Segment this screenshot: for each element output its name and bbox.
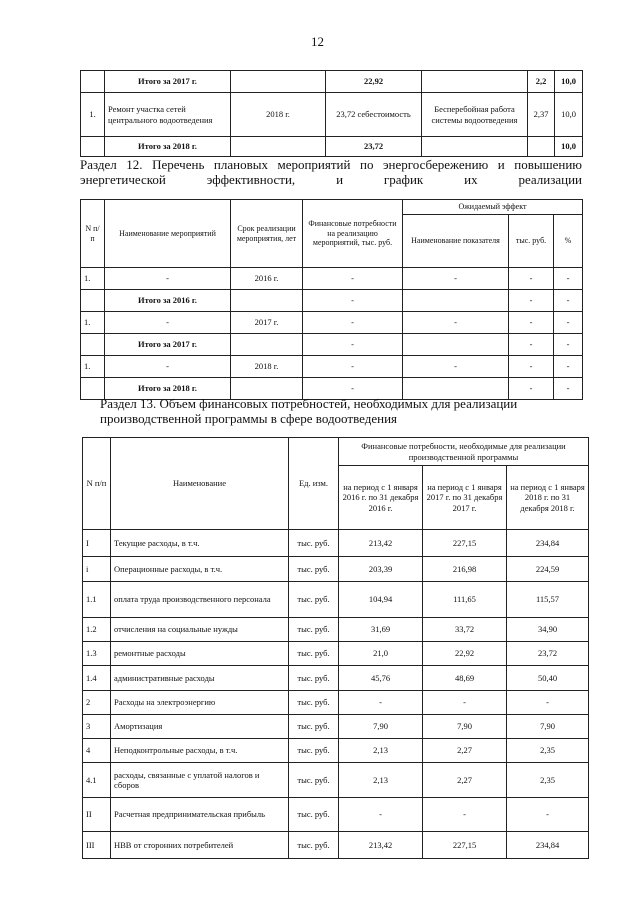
value-2018: - (507, 798, 589, 832)
header-n: N п/п (81, 200, 105, 268)
unit: тыс. руб. (289, 666, 339, 691)
period: 2016 г. (231, 268, 303, 290)
item-name: Операционные расходы, в т.ч. (111, 557, 289, 582)
value-2017: - (423, 798, 507, 832)
unit: тыс. руб. (289, 557, 339, 582)
section-12-heading (80, 157, 582, 187)
section-13-heading (100, 396, 580, 426)
table-row (81, 93, 583, 137)
energy-saving-measures-table (80, 199, 583, 400)
unit: тыс. руб. (289, 763, 339, 798)
indicator: - (403, 356, 509, 378)
percent: - (554, 378, 583, 400)
unit: тыс. руб. (289, 832, 339, 859)
table-row (83, 691, 589, 715)
period (231, 334, 303, 356)
value-1 (528, 137, 555, 157)
value-2018: 2,35 (507, 763, 589, 798)
percent: - (554, 334, 583, 356)
measure-name: Итого за 2017 г. (105, 71, 231, 93)
row-number (81, 334, 105, 356)
item-name: административные расходы (111, 666, 289, 691)
percent: - (554, 312, 583, 334)
effect (422, 71, 528, 93)
table-row (83, 582, 589, 618)
value-2017: 227,15 (423, 832, 507, 859)
value-2018: 50,40 (507, 666, 589, 691)
unit: тыс. руб. (289, 798, 339, 832)
cost: 23,72 себестоимость (326, 93, 422, 137)
value-2016: 213,42 (339, 832, 423, 859)
section-13-title: Раздел 13. Объем финансовых потребностей, необходимых для реализации производственной программы в сфере водоотведения (100, 396, 518, 426)
value-2: 10,0 (555, 71, 583, 93)
value-2016: 2,13 (339, 739, 423, 763)
effect (422, 137, 528, 157)
value-2016: - (339, 798, 423, 832)
total-row (81, 334, 583, 356)
measure-name: Итого за 2017 г. (105, 334, 231, 356)
value-2017: 7,90 (423, 715, 507, 739)
period (231, 290, 303, 312)
percent: - (554, 290, 583, 312)
value-2017: 33,72 (423, 618, 507, 642)
row-number: 1. (81, 93, 105, 137)
item-name: Текущие расходы, в т.ч. (111, 530, 289, 557)
energy-saving-measures-table-body (81, 268, 583, 400)
measure-name: - (105, 268, 231, 290)
header-unit: Ед. изм. (289, 438, 339, 530)
row-number (81, 290, 105, 312)
header-measure-name: Наименование мероприятий (105, 200, 231, 268)
header-financial-needs: Финансовые потребности, необходимые для реализации производственной программы (339, 438, 589, 466)
indicator (403, 290, 509, 312)
value-2016: 45,76 (339, 666, 423, 691)
row-number (81, 137, 105, 157)
value-1: 2,2 (528, 71, 555, 93)
value-1: 2,37 (528, 93, 555, 137)
table-row (83, 832, 589, 859)
measure-name: Итого за 2018 г. (105, 137, 231, 157)
total-row (81, 71, 583, 93)
value-2018: 234,84 (507, 832, 589, 859)
thousand-rub: - (509, 378, 554, 400)
value-2018: 234,84 (507, 530, 589, 557)
thousand-rub: - (509, 268, 554, 290)
value-2018: 2,35 (507, 739, 589, 763)
table-row (83, 530, 589, 557)
period: 2017 г. (231, 312, 303, 334)
item-name: ремонтные расходы (111, 642, 289, 666)
table-row (83, 557, 589, 582)
value-2017: 227,15 (423, 530, 507, 557)
continued-repairs-table (80, 70, 583, 157)
finance: - (303, 334, 403, 356)
measure-name: Итого за 2018 г. (105, 378, 231, 400)
period (231, 137, 326, 157)
header-thousand-rub: тыс. руб. (509, 215, 554, 268)
value-2016: 21,0 (339, 642, 423, 666)
section-12-title: Раздел 12. Перечень плановых мероприятий по энергосбережению и повышению энергетической эффективности, и график их реализации (80, 157, 582, 187)
value-2018: 224,59 (507, 557, 589, 582)
cost: 23,72 (326, 137, 422, 157)
indicator (403, 334, 509, 356)
table-row (81, 268, 583, 290)
item-name: Расчетная предпринимательская прибыль (111, 798, 289, 832)
header-period-2018: на период с 1 января 2018 г. по 31 декабря 2018 г. (507, 466, 589, 530)
value-2018: 7,90 (507, 715, 589, 739)
measure-name: - (105, 312, 231, 334)
thousand-rub: - (509, 290, 554, 312)
header-expected-effect: Ожидаемый эффект (403, 200, 583, 215)
table-row (81, 312, 583, 334)
row-number: 4 (83, 739, 111, 763)
measure-name: Ремонт участка сетей центрального водоотведения (105, 93, 231, 137)
row-number: 1. (81, 268, 105, 290)
value-2018: 23,72 (507, 642, 589, 666)
header-period: Срок реализации мероприятия, лет (231, 200, 303, 268)
item-name: отчисления на социальные нужды (111, 618, 289, 642)
table-row (83, 715, 589, 739)
total-row (81, 290, 583, 312)
measure-name: Итого за 2016 г. (105, 290, 231, 312)
finance: - (303, 356, 403, 378)
percent: - (554, 356, 583, 378)
value-2018: - (507, 691, 589, 715)
finance: - (303, 378, 403, 400)
unit: тыс. руб. (289, 715, 339, 739)
value-2: 10,0 (555, 93, 583, 137)
value-2017: 2,27 (423, 763, 507, 798)
percent: - (554, 268, 583, 290)
item-name: НВВ от сторонних потребителей (111, 832, 289, 859)
value-2016: - (339, 691, 423, 715)
value-2016: 203,39 (339, 557, 423, 582)
table-row (83, 618, 589, 642)
header-indicator-name: Наименование показателя (403, 215, 509, 268)
value-2017: 48,69 (423, 666, 507, 691)
unit: тыс. руб. (289, 618, 339, 642)
item-name: расходы, связанные с уплатой налогов и сборов (111, 763, 289, 798)
value-2017: - (423, 691, 507, 715)
item-name: Расходы на электроэнергию (111, 691, 289, 715)
effect: Бесперебойная работа системы водоотведения (422, 93, 528, 137)
finance: - (303, 290, 403, 312)
value-2016: 213,42 (339, 530, 423, 557)
row-number: 1.4 (83, 666, 111, 691)
value-2017: 2,27 (423, 739, 507, 763)
header-n: N п/п (83, 438, 111, 530)
value-2017: 216,98 (423, 557, 507, 582)
table-row (81, 356, 583, 378)
row-number: 1.2 (83, 618, 111, 642)
value-2016: 104,94 (339, 582, 423, 618)
indicator: - (403, 268, 509, 290)
item-name: оплата труда производственного персонала (111, 582, 289, 618)
page-number: 12 (311, 34, 324, 49)
value-2016: 7,90 (339, 715, 423, 739)
value-2017: 22,92 (423, 642, 507, 666)
thousand-rub: - (509, 334, 554, 356)
financial-needs-table (82, 437, 589, 859)
header-percent: % (554, 215, 583, 268)
table-row (83, 739, 589, 763)
table-row (83, 798, 589, 832)
finance: - (303, 268, 403, 290)
table-row (83, 763, 589, 798)
finance: - (303, 312, 403, 334)
row-number: III (83, 832, 111, 859)
cost: 22,92 (326, 71, 422, 93)
unit: тыс. руб. (289, 642, 339, 666)
value-2018: 34,90 (507, 618, 589, 642)
value-2016: 2,13 (339, 763, 423, 798)
indicator: - (403, 312, 509, 334)
row-number: 1.1 (83, 582, 111, 618)
unit: тыс. руб. (289, 739, 339, 763)
row-number: 3 (83, 715, 111, 739)
row-number: 2 (83, 691, 111, 715)
continued-repairs-table-body (81, 71, 583, 157)
header-period-2017: на период с 1 января 2017 г. по 31 декабря 2017 г. (423, 466, 507, 530)
financial-needs-table-body (83, 530, 589, 859)
row-number: II (83, 798, 111, 832)
row-number: 1. (81, 356, 105, 378)
total-row (81, 137, 583, 157)
header-finance: Финансовые потребности на реализацию мероприятий, тыс. руб. (303, 200, 403, 268)
value-2017: 111,65 (423, 582, 507, 618)
unit: тыс. руб. (289, 582, 339, 618)
value-2018: 115,57 (507, 582, 589, 618)
period: 2018 г. (231, 93, 326, 137)
row-number: 1.3 (83, 642, 111, 666)
row-number: 1. (81, 312, 105, 334)
row-number (81, 71, 105, 93)
period: 2018 г. (231, 356, 303, 378)
row-number: I (83, 530, 111, 557)
value-2: 10,0 (555, 137, 583, 157)
thousand-rub: - (509, 312, 554, 334)
header-name: Наименование (111, 438, 289, 530)
unit: тыс. руб. (289, 691, 339, 715)
thousand-rub: - (509, 356, 554, 378)
table-row (83, 666, 589, 691)
item-name: Амортизация (111, 715, 289, 739)
header-period-2016: на период с 1 января 2016 г. по 31 декабря 2016 г. (339, 466, 423, 530)
measure-name: - (105, 356, 231, 378)
unit: тыс. руб. (289, 530, 339, 557)
table-row (83, 642, 589, 666)
row-number: 4.1 (83, 763, 111, 798)
value-2016: 31,69 (339, 618, 423, 642)
period (231, 71, 326, 93)
item-name: Неподконтрольные расходы, в т.ч. (111, 739, 289, 763)
row-number: i (83, 557, 111, 582)
